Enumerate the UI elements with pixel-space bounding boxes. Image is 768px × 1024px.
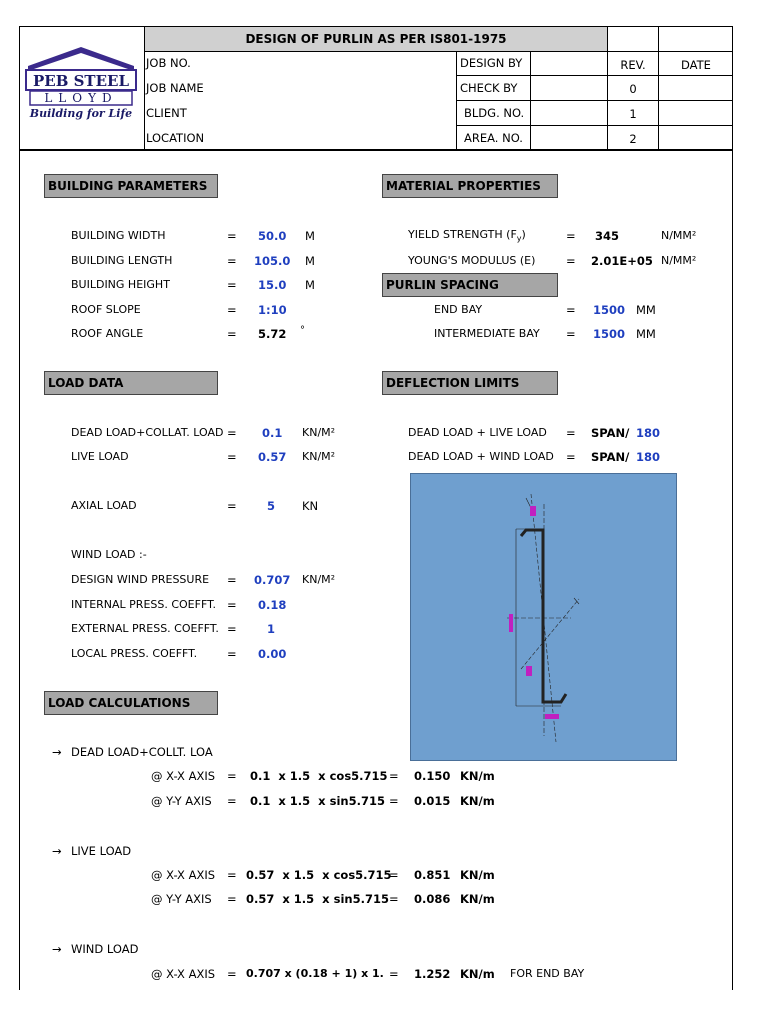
calc-result: 1.252: [414, 967, 451, 981]
building-parameters-heading: BUILDING PARAMETERS: [44, 174, 218, 198]
equals-sign: =: [566, 426, 576, 440]
axis-label: @ Y-Y AXIS: [151, 892, 212, 906]
roof-angle-label: ROOF ANGLE: [71, 327, 144, 340]
calc-expression: 0.57 x 1.5 x cos5.715: [246, 868, 392, 882]
rev-value: 1: [629, 107, 637, 121]
equals-sign: =: [389, 967, 399, 981]
internal-press-coefft-label: INTERNAL PRESS. COEFFT.: [71, 598, 217, 611]
group-title: DEAD LOAD+COLLT. LOA: [71, 745, 213, 759]
equals-sign: =: [566, 254, 576, 268]
end-bay-value: 1500: [593, 303, 626, 317]
equals-sign: =: [227, 794, 237, 808]
end-bay-label: END BAY: [434, 303, 483, 316]
unit: KN/M²: [302, 426, 336, 439]
job-name-label: JOB NAME: [146, 81, 204, 95]
equals-sign: =: [389, 769, 399, 783]
load-calculations-heading: LOAD CALCULATIONS: [44, 691, 218, 715]
rev-label: REV.: [620, 58, 646, 72]
building-length-label: BUILDING LENGTH: [71, 254, 173, 267]
page-title: DESIGN OF PURLIN AS PER IS801-1975: [145, 27, 607, 51]
client-label: CLIENT: [146, 106, 187, 120]
z-section-drawing: [411, 474, 676, 760]
equals-sign: =: [227, 450, 237, 464]
axis-label: @ X-X AXIS: [151, 967, 216, 981]
equals-sign: =: [227, 426, 237, 440]
equals-sign: =: [227, 229, 237, 243]
unit: KN/M²: [302, 450, 336, 463]
internal-press-coefft-value: 0.18: [258, 598, 287, 612]
company-logo: [22, 44, 140, 126]
intermediate-bay-label: INTERMEDIATE BAY: [434, 327, 540, 340]
equals-sign: =: [389, 794, 399, 808]
dead-load-label: DEAD LOAD+COLLAT. LOAD: [71, 426, 224, 439]
equals-sign: =: [227, 967, 237, 981]
group-title: LIVE LOAD: [71, 844, 132, 858]
roof-slope-value: 1:10: [258, 303, 287, 317]
youngs-modulus-label: YOUNG'S MODULUS (E): [408, 254, 536, 267]
unit: KN: [302, 499, 319, 513]
equals-sign: =: [227, 278, 237, 292]
dead-load-value: 0.1: [262, 426, 283, 440]
equals-sign: =: [227, 622, 237, 636]
local-press-coefft-label: LOCAL PRESS. COEFFT.: [71, 647, 198, 660]
axis-label: @ X-X AXIS: [151, 868, 216, 882]
equals-sign: =: [227, 327, 237, 341]
youngs-modulus-value: 2.01E+05: [591, 254, 653, 268]
header-bottom-rule: [19, 149, 733, 151]
calc-expression: 0.1 x 1.5 x sin5.715: [250, 794, 385, 808]
calc-result: 0.150: [414, 769, 451, 783]
calc-note: FOR END BAY: [510, 967, 585, 980]
live-load-value: 0.57: [258, 450, 287, 464]
unit: MM: [636, 327, 656, 341]
deflection-dl-wl-value: 180: [636, 450, 661, 464]
calc-result: 0.851: [414, 868, 451, 882]
logo-tagline: Building for Life: [29, 107, 133, 120]
live-load-label: LIVE LOAD: [71, 450, 129, 463]
deflection-limits-heading: DEFLECTION LIMITS: [382, 371, 558, 395]
external-press-coefft-label: EXTERNAL PRESS. COEFFT.: [71, 622, 219, 635]
location-label: LOCATION: [146, 131, 205, 145]
calc-expression: 0.707 x (0.18 + 1) x 1.: [246, 967, 384, 980]
check-by-label: CHECK BY: [460, 81, 518, 95]
equals-sign: =: [227, 769, 237, 783]
calc-expression: 0.57 x 1.5 x sin5.715: [246, 892, 389, 906]
unit: N/MM²: [661, 229, 697, 242]
purlin-spacing-heading: PURLIN SPACING: [382, 273, 558, 297]
material-properties-heading: MATERIAL PROPERTIES: [382, 174, 558, 198]
equals-sign: =: [227, 892, 237, 906]
arrow-icon: →: [52, 745, 62, 759]
rev-value: 0: [629, 82, 637, 96]
deflection-dl-ll-label: DEAD LOAD + LIVE LOAD: [408, 426, 547, 439]
calc-unit: KN/m: [460, 967, 495, 981]
grid-line: [456, 125, 733, 126]
equals-sign: =: [227, 254, 237, 268]
calc-expression: 0.1 x 1.5 x cos5.715: [250, 769, 388, 783]
unit: M: [305, 254, 315, 268]
local-press-coefft-value: 0.00: [258, 647, 287, 661]
grid-line: [456, 75, 733, 76]
arrow-icon: →: [52, 844, 62, 858]
group-title: WIND LOAD: [71, 942, 139, 956]
calc-result: 0.086: [414, 892, 451, 906]
equals-sign: =: [227, 598, 237, 612]
equals-sign: =: [566, 450, 576, 464]
rev-value: 2: [629, 132, 637, 146]
building-width-label: BUILDING WIDTH: [71, 229, 166, 242]
yield-strength-label: YIELD STRENGTH $(F_y)$: [408, 228, 526, 244]
span-prefix: SPAN/: [591, 450, 630, 464]
load-data-heading: LOAD DATA: [44, 371, 218, 395]
logo-text-lloyd: LLOYD: [44, 91, 118, 105]
intermediate-bay-value: 1500: [593, 327, 626, 341]
calc-unit: KN/m: [460, 769, 495, 783]
building-height-value: 15.0: [258, 278, 287, 292]
equals-sign: =: [227, 868, 237, 882]
axis-label: @ Y-Y AXIS: [151, 794, 212, 808]
equals-sign: =: [566, 303, 576, 317]
design-wind-pressure-label: DESIGN WIND PRESSURE: [71, 573, 210, 586]
axial-load-label: AXIAL LOAD: [71, 499, 137, 512]
unit: M: [305, 278, 315, 292]
equals-sign: =: [566, 229, 576, 243]
logo-text-peb-steel: PEB STEEL: [32, 72, 130, 90]
calc-unit: KN/m: [460, 794, 495, 808]
equals-sign: =: [227, 303, 237, 317]
equals-sign: =: [566, 327, 576, 341]
roof-slope-label: ROOF SLOPE: [71, 303, 141, 316]
calc-unit: KN/m: [460, 892, 495, 906]
area-no-label: AREA. NO.: [464, 131, 523, 145]
calc-result: 0.015: [414, 794, 451, 808]
yield-strength-value: 345: [595, 229, 620, 243]
unit: M: [305, 229, 315, 243]
grid-line: [456, 100, 733, 101]
calc-unit: KN/m: [460, 868, 495, 882]
external-press-coefft-value: 1: [267, 622, 276, 636]
job-no-label: JOB NO.: [146, 56, 191, 70]
axial-load-value: 5: [267, 499, 276, 513]
building-height-label: BUILDING HEIGHT: [71, 278, 170, 291]
date-label: DATE: [681, 58, 711, 72]
equals-sign: =: [389, 892, 399, 906]
building-width-value: 50.0: [258, 229, 287, 243]
span-prefix: SPAN/: [591, 426, 630, 440]
arrow-icon: →: [52, 942, 62, 956]
equals-sign: =: [389, 868, 399, 882]
equals-sign: =: [227, 647, 237, 661]
design-by-label: DESIGN BY: [460, 56, 523, 70]
grid-line: [144, 51, 733, 52]
bldg-no-label: BLDG. NO.: [464, 106, 525, 120]
building-length-value: 105.0: [254, 254, 291, 268]
deflection-dl-ll-value: 180: [636, 426, 661, 440]
degree-unit: °: [300, 325, 305, 336]
unit: MM: [636, 303, 656, 317]
design-wind-pressure-value: 0.707: [254, 573, 291, 587]
unit: N/MM²: [661, 254, 697, 267]
unit: KN/M²: [302, 573, 336, 586]
wind-load-label: WIND LOAD :-: [71, 548, 147, 561]
roof-angle-value: 5.72: [258, 327, 287, 341]
equals-sign: =: [227, 573, 237, 587]
grid-line: [658, 26, 659, 150]
purlin-section-diagram: [410, 473, 677, 761]
deflection-dl-wl-label: DEAD LOAD + WIND LOAD: [408, 450, 554, 463]
equals-sign: =: [227, 499, 237, 513]
axis-label: @ X-X AXIS: [151, 769, 216, 783]
